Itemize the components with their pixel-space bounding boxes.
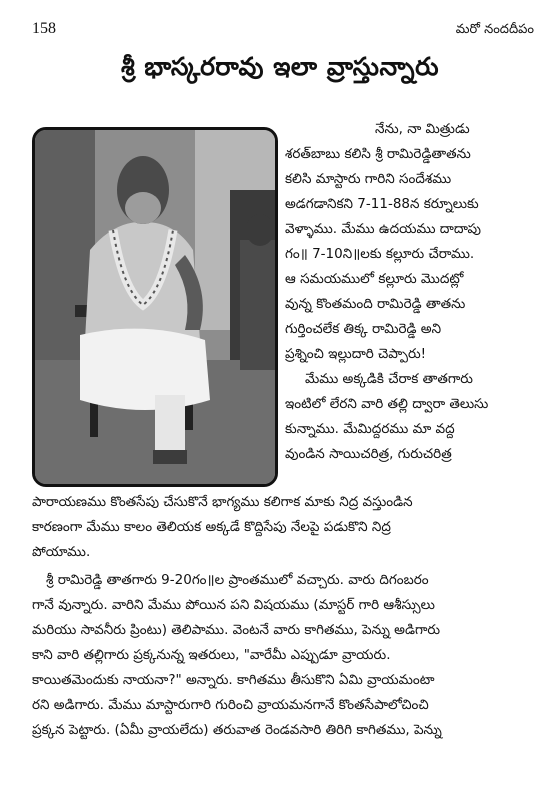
text-line: రని అడిగారు. మేము మాస్టారుగారి గురించి వ్రాయమనగానే కొంతసేపాలోచించి xyxy=(32,697,429,713)
text-line: అడగడానికని 7-11-88న కర్నూలుకు xyxy=(285,196,479,212)
text-line: గుర్తించలేక తిక్క రామిరెడ్డి అని xyxy=(285,321,442,337)
text-line: ఇంటిలో లేరని వారి తల్లి ద్వారా తెలుసు xyxy=(285,396,489,412)
text-line: గం॥ 7-10ని॥లకు కల్లూరు చేరాము. xyxy=(285,246,475,262)
text-line: మేము అక్కడికి చేరాక తాతగారు xyxy=(305,371,473,387)
text-line: కారణంగా మేము కాలం తెలియక అక్కడే కొద్దిసేపు నేలపై పడుకొని నిద్ర xyxy=(32,519,391,535)
text-line: మరియు సావనీరు ప్రింటు) తెలిపాము. వెంటనే వారు కాగితము, పెన్ను అడిగారు xyxy=(32,622,441,638)
text-line: ప్రశ్నించి ఇల్లుదారి చెప్పారు! xyxy=(285,346,427,362)
text-line: ప్రక్కన పెట్టారు. (ఏమీ వ్రాయలేదు) తరువాత రెండవసారి తిరిగి కాగితము, పెన్ను xyxy=(32,722,442,738)
text-line: వుండిన సాయిచరిత్ర, గురుచరిత్ర xyxy=(285,446,452,462)
text-line: ఆ సమయములో కల్లూరు మొదట్లో xyxy=(285,271,464,287)
text-line: పారాయణము కొంతసేపు చేసుకొనే భాగ్యము కలిగాక మాకు నిద్ర వస్తుండిన xyxy=(32,494,413,510)
text-line: వెళ్ళాము. మేము ఉదయము దాదాపు xyxy=(285,221,481,237)
running-head: మరో నందదీపం xyxy=(455,22,534,37)
photo xyxy=(32,127,278,487)
text-line: గానే వున్నారు. వారిని మేము పోయిన పని విషయము (మాస్టర్ గారి ఆశీస్సులు xyxy=(32,597,435,613)
text-line: వున్న కొంతమంది రామిరెడ్డి తాతను xyxy=(285,296,466,312)
text-line: కలిసి మాస్టారు గారిని సందేశము xyxy=(285,171,452,187)
photo-illustration xyxy=(35,130,275,484)
page-title: శ్రీ భాస్కరరావు ఇలా వ్రాస్తున్నారు xyxy=(120,52,440,81)
text-line: కాని వారి తల్లిగారు ప్రక్కనున్న ఇతరులు, "వారేమీ ఎప్పుడూ వ్రాయరు. xyxy=(32,647,391,663)
text-line: పోయాము. xyxy=(32,544,91,560)
page-number: 158 xyxy=(32,20,56,37)
text-line: కాయితమెందుకు నాయనా?" అన్నారు. కాగితము తీసుకొని ఏమి వ్రాయమంటా xyxy=(32,672,435,688)
body-text xyxy=(32,490,537,743)
text-line: నేను, నా మిత్రుడు xyxy=(375,121,470,137)
text-line: శరత్‌బాబు కలిసి శ్రీ రామిరెడ్డితాతను xyxy=(285,146,471,162)
column-text xyxy=(285,117,533,467)
text-line: కున్నాము. మేమిద్దరము మా వద్ద xyxy=(285,421,455,437)
text-line: శ్రీ రామిరెడ్డి తాతగారు 9-20గం॥ల ప్రాంతములో వచ్చారు. వారు దిగంబరం xyxy=(46,572,429,588)
